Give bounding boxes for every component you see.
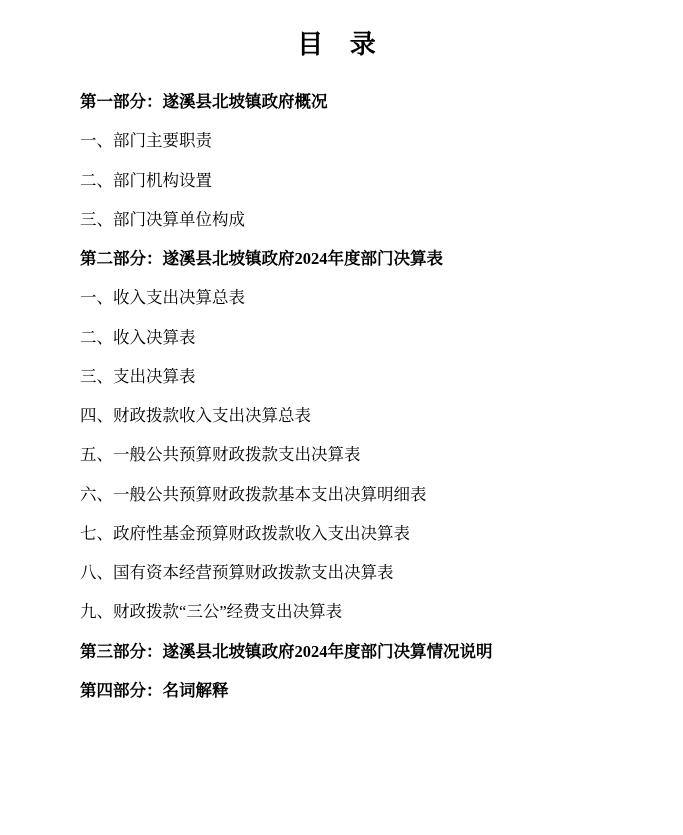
page-title: 目 录 [297, 30, 386, 59]
toc-item-2-7[interactable]: 七、政府性基金预算财政拨款收入支出决算表 [80, 523, 410, 543]
toc-item-2-6[interactable]: 六、一般公共预算财政拨款基本支出决算明细表 [80, 484, 427, 504]
toc-item-2-3[interactable]: 三、支出决算表 [80, 366, 196, 386]
toc-item-part-2[interactable]: 第二部分：遂溪县北坡镇政府2024年度部门决算表 [80, 249, 443, 269]
toc-item-part-3[interactable]: 第三部分：遂溪县北坡镇政府2024年度部门决算情况说明 [80, 641, 493, 661]
toc-item-2-5[interactable]: 五、一般公共预算财政拨款支出决算表 [80, 445, 361, 465]
toc-item-1-3[interactable]: 三、部门决算单位构成 [80, 209, 245, 229]
toc-item-part-4[interactable]: 第四部分：名词解释 [80, 680, 229, 700]
toc-item-2-1[interactable]: 一、收入支出决算总表 [80, 288, 245, 308]
toc-item-2-8[interactable]: 八、国有资本经营预算财政拨款支出决算表 [80, 563, 394, 583]
toc-item-2-2[interactable]: 二、收入决算表 [80, 327, 196, 347]
toc-item-2-4[interactable]: 四、财政拨款收入支出决算总表 [80, 406, 311, 426]
toc-item-part-1[interactable]: 第一部分：遂溪县北坡镇政府概况 [80, 92, 328, 111]
toc-item-1-1[interactable]: 一、部门主要职责 [80, 131, 212, 151]
table-of-contents [46, 91, 637, 702]
document-page [0, 24, 683, 835]
toc-item-2-9[interactable]: 九、财政拨款“三公”经费支出决算表 [80, 602, 343, 622]
toc-item-1-2[interactable]: 二、部门机构设置 [80, 170, 212, 190]
